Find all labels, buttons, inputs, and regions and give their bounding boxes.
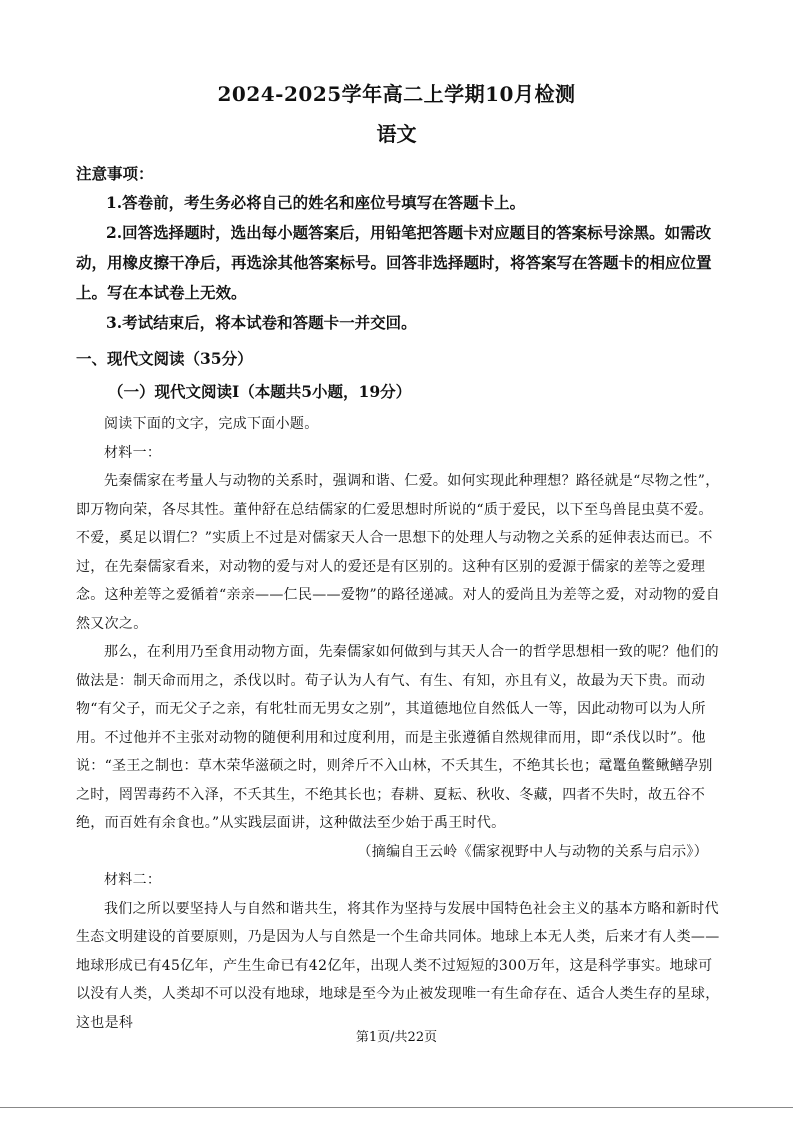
paragraph: 先秦儒家在考量人与动物的关系时，强调和谐、仁爱。如何实现此种理想？路径就是“尽物之性”，即万物向荣，各尽其性。董仲舒在总结儒家的仁爱思想时所说的“质于爱民，以下至鸟兽昆虫莫不爱。不爱，奚足以谓仁？”实质上不过是对儒家天人合一思想下的处理人与动物之关系的延伸表达而已。不过，在先秦儒家看来，对动物的爱与对人的爱还是有区别的。这种有区别的爱源于儒家的差等之爱理念。这种差等之爱循着“亲亲——仁民——爱物”的路径递减。对人的爱尚且为差等之爱，对动物的爱自然又次之。: [76, 473, 721, 632]
bottom-divider: [0, 1107, 793, 1108]
section-subtitle: （一）现代文阅读Ⅰ（本题共5小题，19分）: [108, 382, 412, 401]
note-item: 2.回答选择题时，选出每小题答案后，用铅笔把答题卡对应题目的答案标号涂黑。如需改动，用橡皮擦干净后，再选涂其他答案标号。回答非选择题时，将答案写在答题卡的相应位置上。写在本试卷上无效。: [76, 223, 712, 302]
note-item: 1.答卷前，考生务必将自己的姓名和座位号填写在答题卡上。: [106, 193, 526, 212]
section-title: 一、现代文阅读（35分）: [76, 349, 253, 368]
source-citation: （摘编自王云岭《儒家视野中人与动物的关系与启示》）: [357, 843, 708, 860]
exam-title: 2024-2025学年高二上学期10月检测: [217, 82, 576, 106]
material-label: 材料二：: [104, 872, 162, 888]
subject-title: 语文: [376, 122, 417, 146]
paragraph: 我们之所以要坚持人与自然和谐共生，将其作为坚持与发展中国特色社会主义的基本方略和新时代生态文明建设的首要原则，乃是因为人与自然是一个生命共同体。地球上本无人类，后来才有人类——地球形成已有45亿年，产生生命已有42亿年，出现人类不过短短的300万年，这是科学事实。地球可以没有人类，人类却不可以没有地球，地球是至今为止被发现唯一有生命存在、适合人类生存的星球，这也是科: [76, 900, 720, 1031]
paragraph: 那么，在利用乃至食用动物方面，先秦儒家如何做到与其天人合一的哲学思想相一致的呢？他们的做法是：制天命而用之，杀伐以时。荀子认为人有气、有生、有知，亦且有义，故最为天下贵。而动物“有父子，而无父子之亲，有牝牡而无男女之别”，其道德地位自然低人一等，因此动物可以为人所用。不过他并不主张对动物的随便利用和过度利用，而是主张遵循自然规律而用，即“杀伐以时”。他说：“圣王之制也：草木荣华滋硕之时，则斧斤不入山林，不夭其生，不绝其长也；鼋鼍鱼鳖鳅鳝孕别之时，罔罟毒药不入泽，不夭其生，不绝其长也；春耕、夏耘、秋收、冬藏，四者不失时，故五谷不绝，而百姓有余食也。”从实践层面讲，这种做法至少始于禹王时代。: [76, 644, 719, 831]
note-item: 3.考试结束后，将本试卷和答题卡一并交回。: [106, 313, 417, 332]
instruction: 阅读下面的文字，完成下面小题。: [104, 416, 319, 432]
notes-heading: 注意事项：: [76, 164, 154, 183]
material-label: 材料一：: [104, 444, 162, 461]
reading-passage: [76, 410, 722, 1037]
page-number: 第1页/共22页: [355, 1030, 438, 1045]
notes-block: [76, 160, 722, 338]
